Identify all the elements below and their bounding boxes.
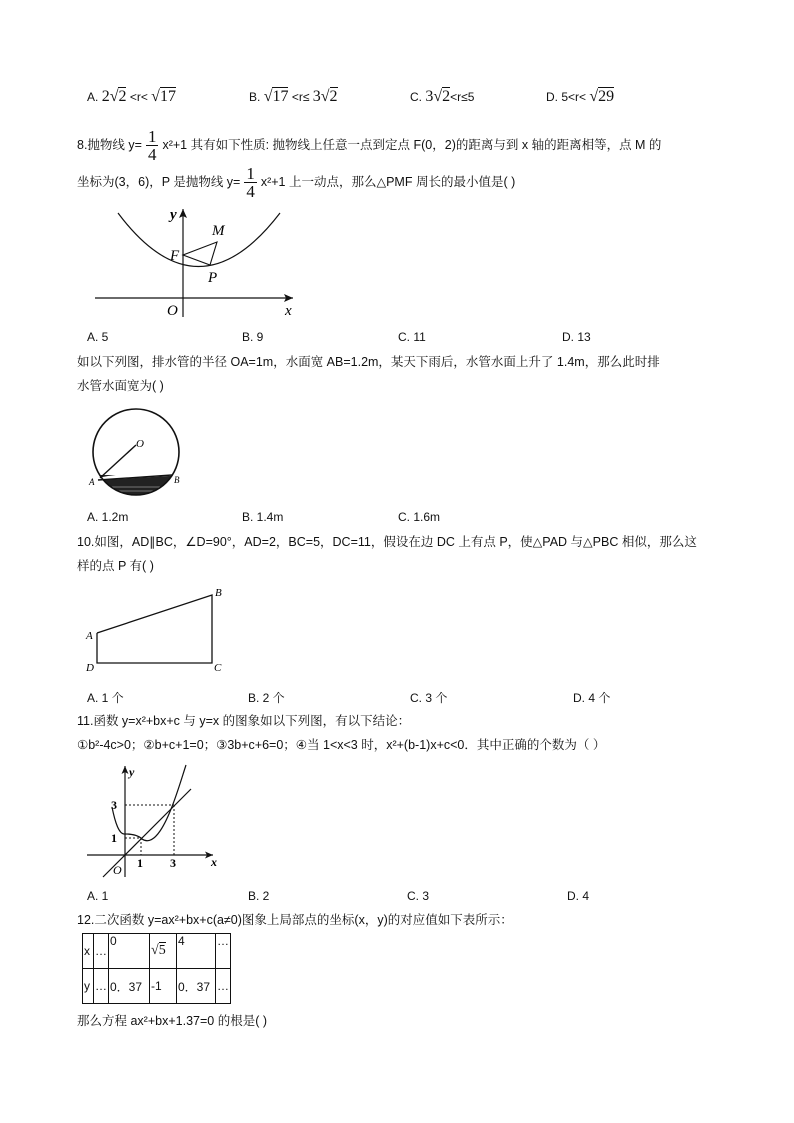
q8-line1	[77, 128, 661, 163]
q8-option-a: A. 5	[87, 330, 109, 344]
table-cell: 0．37	[109, 969, 150, 1004]
table-cell: -1	[150, 969, 177, 1004]
table-cell: …	[216, 934, 231, 969]
origin-label: O	[167, 303, 178, 319]
table-cell: …	[94, 969, 109, 1004]
q9-pipe-figure	[86, 405, 186, 501]
radius-oa	[100, 445, 136, 478]
point-d-label: D	[86, 662, 94, 674]
q11-option-a: A. 1	[87, 889, 109, 903]
point-p-label: P	[208, 270, 218, 286]
coefficient: 3	[312, 88, 321, 105]
radicand: 2	[118, 88, 127, 105]
point-b-label: B	[174, 475, 180, 485]
fraction-numerator: 1	[147, 127, 157, 146]
y-axis-label: y	[170, 207, 177, 223]
q7-option-c	[410, 88, 474, 106]
triangle-pmf	[183, 242, 217, 265]
q10-line1: 10.如图，AD∥BC，∠D=90°，AD=2，BC=5，DC=11，假设在边 DC 上有点 P，使△PAD 与△PBC 相似，那么这	[77, 535, 697, 549]
trapezoid-abcd	[97, 595, 212, 663]
question-text: x²+1 其有如下性质: 抛物线上任意一点到定点 F(0，2)的距离与到 x 轴的距离相等，点 M 的	[162, 137, 662, 152]
coefficient: 2	[101, 88, 110, 105]
q10-line2: 样的点 P 有( )	[77, 559, 154, 573]
q9-option-a: A. 1.2m	[87, 510, 129, 524]
fraction	[146, 128, 159, 163]
question-text: x²+1 上一动点，那么△PMF 周长的最小值是( )	[260, 174, 516, 189]
x-axis-label: x	[211, 855, 217, 869]
coefficient: 3	[425, 88, 434, 105]
table-cell	[150, 934, 177, 969]
q10-option-d: D. 4 个	[573, 691, 611, 705]
table-row-y	[83, 969, 231, 1004]
fraction-denominator: 4	[147, 145, 157, 164]
sqrt-sign: √	[151, 943, 159, 958]
sqrt-sign: √	[109, 88, 119, 105]
q12-line1: 12.二次函数 y=ax²+bx+c(a≠0)图象上局部点的坐标(x，y)的对应值如下表所示：	[77, 913, 513, 927]
fraction-denominator: 4	[246, 182, 255, 201]
radicand: 29	[598, 88, 615, 105]
water-area	[86, 475, 186, 501]
fraction-numerator: 1	[246, 164, 255, 183]
radicand: 5	[158, 943, 166, 958]
option-letter: C.	[410, 90, 422, 104]
point-f-label: F	[170, 248, 180, 264]
q8-line2	[77, 165, 515, 200]
q9-line2: 水管水面宽为( )	[77, 379, 164, 393]
sqrt-sign: √	[320, 88, 330, 105]
y-axis-label: y	[129, 765, 135, 779]
q11-option-b: B. 2	[248, 889, 270, 903]
q11-line2: ①b²-4c>0；②b+c+1=0；③3b+c+6=0；④当 1<x<3 时，x²+(b-1)x+c<0．其中正确的个数为（ ）	[77, 738, 606, 752]
option-letter: D.	[546, 90, 558, 104]
radicand: 2	[442, 88, 451, 105]
sqrt-sign: √	[151, 88, 160, 105]
table-cell: x	[83, 934, 94, 969]
table-cell: …	[94, 934, 109, 969]
x-tick-1: 1	[137, 856, 143, 870]
fraction	[244, 165, 257, 200]
q8-parabola-figure	[90, 205, 300, 320]
point-a-label: A	[86, 630, 93, 642]
q12-values-table	[82, 933, 231, 1004]
question-text: 坐标为(3，6)，P 是抛物线 y=	[77, 174, 241, 189]
inequality: 5<r<	[561, 90, 587, 104]
point-b-label: B	[215, 587, 222, 599]
option-letter: A.	[87, 90, 99, 104]
q12-line3: 那么方程 ax²+bx+1.37=0 的根是( )	[77, 1014, 267, 1028]
q10-trapezoid-figure	[84, 585, 234, 677]
table-cell: y	[83, 969, 94, 1004]
sqrt-sign: √	[433, 88, 443, 105]
q11-graph-figure	[85, 762, 220, 880]
q10-option-c: C. 3 个	[410, 691, 448, 705]
point-c-label: C	[214, 662, 222, 674]
question-text: 8.抛物线 y=	[77, 137, 142, 152]
table-cell: 4	[177, 934, 216, 969]
radicand: 17	[272, 88, 289, 105]
q7-option-a	[87, 88, 176, 106]
table-cell: …	[216, 969, 231, 1004]
table-cell: 0	[109, 934, 150, 969]
table-row-x	[83, 934, 231, 969]
point-a-label: A	[89, 477, 95, 487]
sqrt-sign: √	[589, 88, 599, 105]
point-o-label: O	[136, 438, 144, 450]
q10-option-a: A. 1 个	[87, 691, 124, 705]
q9-option-b: B. 1.4m	[242, 510, 284, 524]
option-letter: B.	[249, 90, 261, 104]
point-m-label: M	[212, 223, 225, 239]
q8-option-c: C. 11	[398, 330, 426, 344]
q9-option-c: C. 1.6m	[398, 510, 441, 524]
origin-label: O	[113, 863, 122, 877]
radicand: 2	[329, 88, 338, 105]
radicand: 17	[159, 88, 176, 105]
q7-option-b	[249, 88, 338, 106]
sqrt-sign: √	[263, 88, 273, 105]
q11-line1: 11.函数 y=x²+bx+c 与 y=x 的图象如以下列图，有以下结论：	[77, 714, 411, 728]
table-cell: 0．37	[177, 969, 216, 1004]
parabola-curve	[118, 213, 280, 267]
q8-option-d: D. 13	[562, 330, 591, 344]
y-tick-1: 1	[111, 831, 117, 845]
q10-option-b: B. 2 个	[248, 691, 285, 705]
x-tick-3: 3	[170, 856, 176, 870]
inequality: <r<	[129, 90, 148, 104]
q7-option-d	[546, 88, 614, 106]
q11-option-c: C. 3	[407, 889, 430, 903]
x-axis-label: x	[285, 303, 292, 319]
inequality: <r≤	[291, 90, 310, 104]
q11-option-d: D. 4	[567, 889, 590, 903]
q9-line1: 如以下列图，排水管的半径 OA=1m，水面宽 AB=1.2m，某天下雨后，水管水面上升了 1.4m，那么此时排	[77, 355, 660, 369]
inequality: <r≤5	[450, 90, 475, 104]
y-tick-3: 3	[111, 798, 117, 812]
q8-option-b: B. 9	[242, 330, 264, 344]
